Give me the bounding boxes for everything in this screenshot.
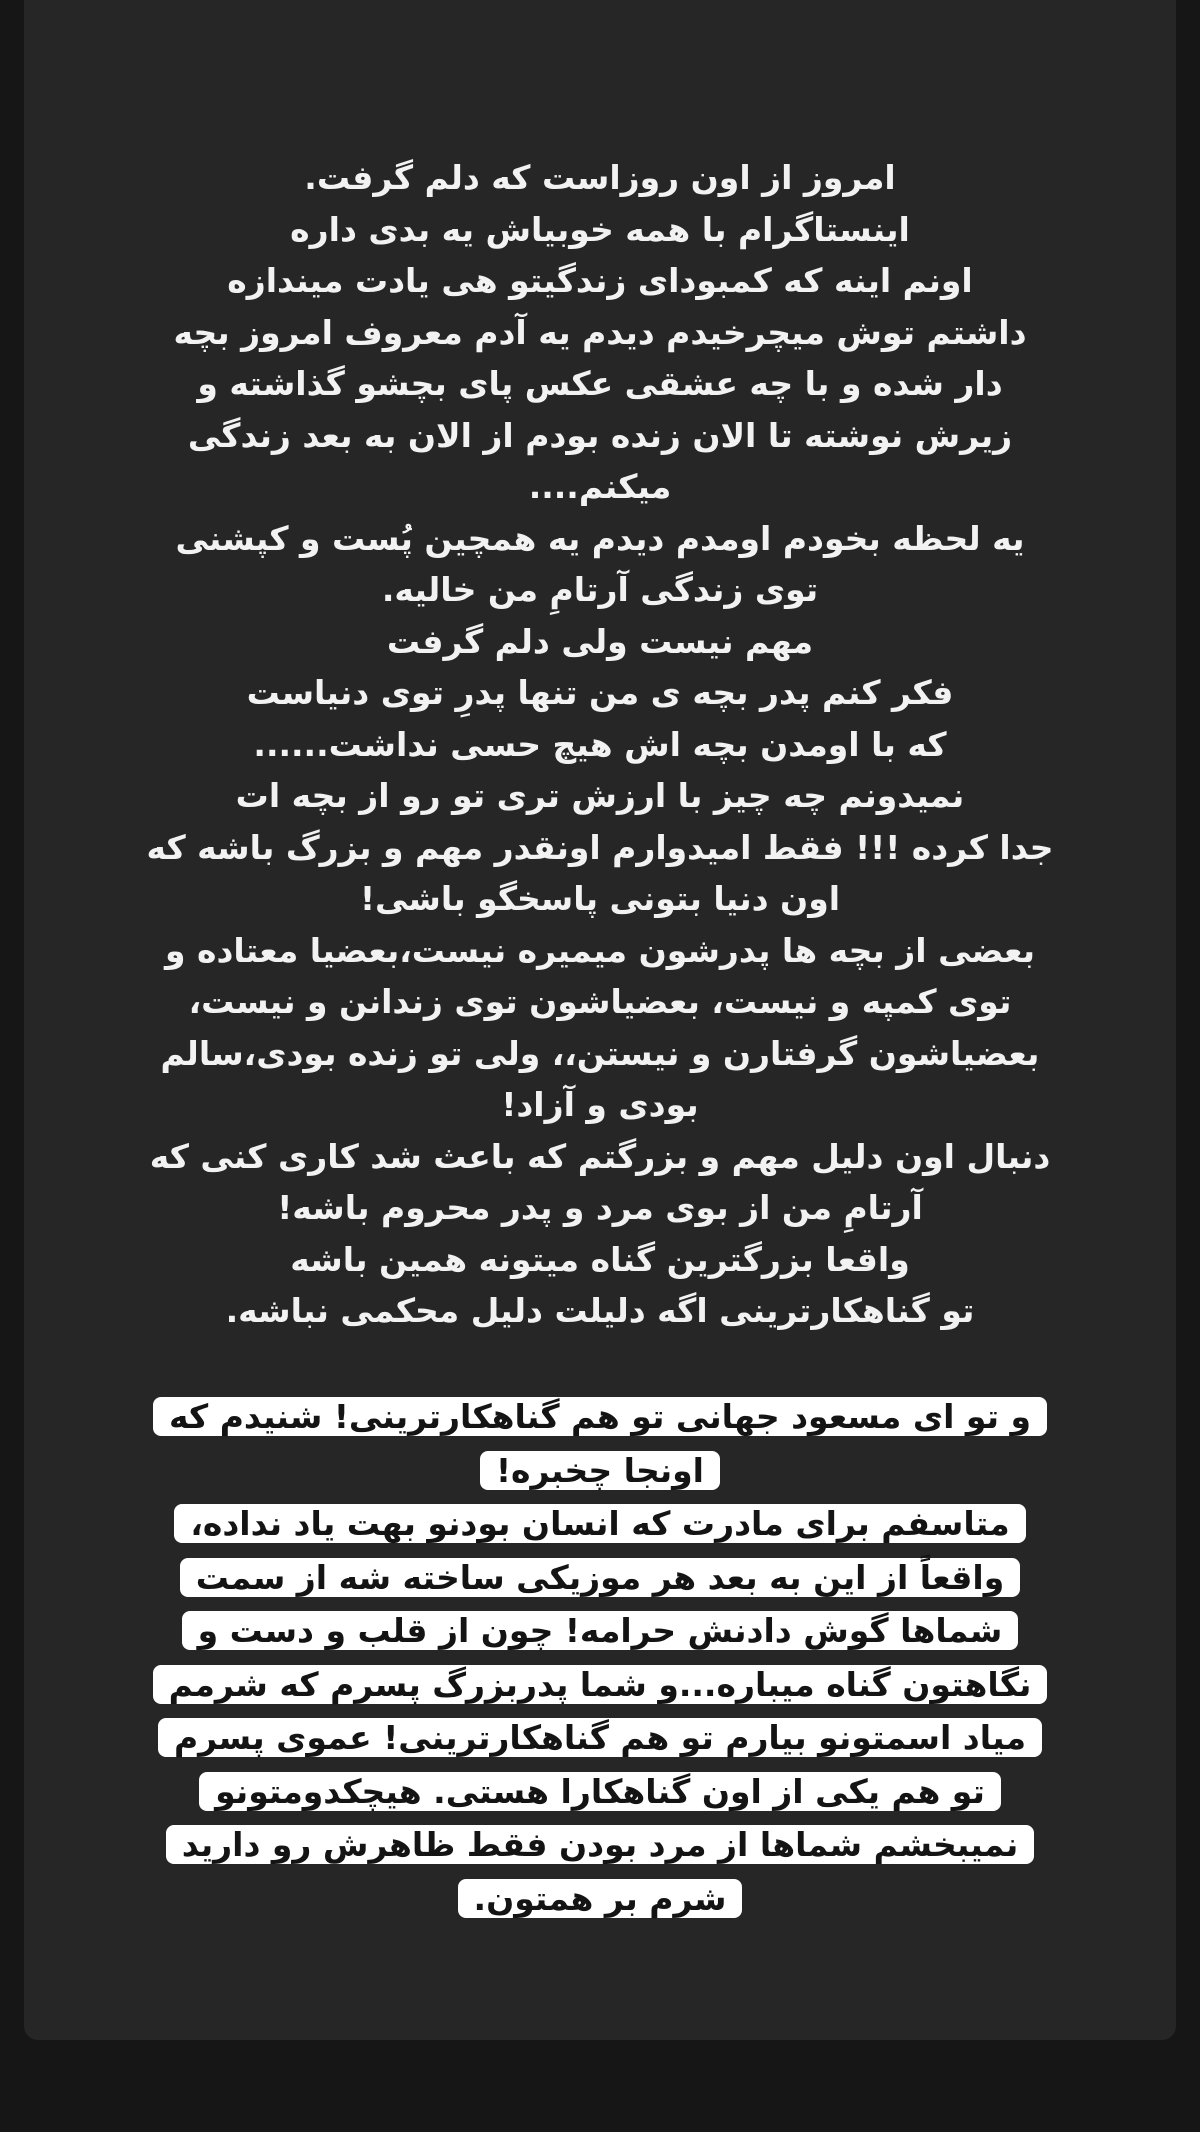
text-line: بعضیاشون گرفتارن و نیستن،، ولی تو زنده بودی،سالم: [160, 1033, 1040, 1073]
text-line: دنبال اون دلیل مهم و بزرگتم که باعث شد کاری کنی که: [149, 1136, 1051, 1176]
highlighted-line: [100, 1711, 1100, 1765]
highlighted-line-text: واقعاً از این به بعد هر موزیکی ساخته شه از سمت: [180, 1558, 1020, 1597]
text-line: داشتم توش میچرخیدم دیدم یه آدم معروف امروز بچه: [173, 312, 1027, 352]
text-line: تو گناهکارترینی اگه دلیلت دلیل محکمی نباشه.: [225, 1291, 975, 1330]
highlighted-line: [100, 1497, 1100, 1551]
text-line: اونم اینه که کمبودای زندگیتو هی یادت میندازه: [227, 261, 973, 300]
highlighted-line-text: شماها گوش دادنش حرامه! چون از قلب و دست و: [182, 1611, 1019, 1650]
highlighted-line: [100, 1818, 1100, 1872]
text-line: اون دنیا بتونی پاسخگو باشی!: [359, 879, 841, 918]
highlighted-line-text: نمیبخشم شماها از مرد بودن فقط ظاهرش رو دارید: [166, 1825, 1035, 1864]
highlighted-line: [100, 1444, 1100, 1498]
highlighted-line-text: و تو ای مسعود جهانی تو هم گناهکارترینی! شنیدم که: [153, 1397, 1047, 1436]
highlighted-line-text: شرم بر همتون.: [458, 1879, 743, 1918]
highlighted-line: [100, 1872, 1100, 1926]
highlighted-line: [100, 1658, 1100, 1712]
story-text-block: [100, 152, 1100, 1337]
text-line: اینستاگرام با همه خوبیاش یه بدی داره: [290, 209, 910, 249]
highlighted-text-block: [100, 1390, 1100, 1925]
text-line: توی کمپه و نیست، بعضیاشون توی زندانن و نیست،: [188, 982, 1012, 1021]
highlighted-line-text: تو هم یکی از اون گناهکارا هستی. هیچکدومتونو: [199, 1772, 1001, 1811]
text-line: یه لحظه بخودم اومدم دیدم یه همچین پُست و کپشنی: [175, 518, 1025, 558]
highlighted-line: [100, 1551, 1100, 1605]
highlighted-line: [100, 1765, 1100, 1819]
text-line: بعضی از بچه ها پدرشون میمیره نیست،بعضیا معتاده و: [164, 930, 1036, 970]
text-line: دار شده و با چه عشقی عکس پای بچشو گذاشته و: [197, 364, 1003, 403]
highlighted-line-text: نگاهتون گناه میباره...و شما پدربزرگ پسرم که شرمم: [153, 1665, 1048, 1704]
text-line: زیرش نوشته تا الان زنده بودم از الان به بعد زندگی: [187, 415, 1013, 455]
text-line: بودی و آزاد!: [501, 1085, 699, 1124]
text-line: میکنم....: [528, 467, 672, 506]
highlighted-line-text: اونجا چخبره!: [480, 1451, 720, 1490]
text-line: که با اومدن بچه اش هیچ حسی نداشت......: [253, 724, 947, 764]
text-line: مهم نیست ولی دلم گرفت: [386, 621, 814, 661]
text-line: واقعا بزرگترین گناه میتونه همین باشه: [290, 1239, 910, 1279]
text-line: نمیدونم چه چیز با ارزش تری تو رو از بچه ات: [235, 776, 965, 815]
highlighted-line-text: متاسفم برای مادرت که انسان بودنو بهت یاد نداده،: [174, 1504, 1025, 1543]
highlighted-line: [100, 1390, 1100, 1444]
highlighted-line-text: میاد اسمتونو بیارم تو هم گناهکارترینی! عموی پسرم: [158, 1718, 1042, 1757]
text-line: امروز از اون روزاست که دلم گرفت.: [304, 158, 896, 197]
text-line: فکر کنم پدر بچه ی من تنها پدرِ توی دنیاست: [246, 673, 954, 712]
text-line: جدا کرده !!! فقط امیدوارم اونقدر مهم و بزرگ باشه که: [146, 827, 1054, 867]
highlighted-line: [100, 1604, 1100, 1658]
text-line: آرتامِ من از بوی مرد و پدر محروم باشه!: [277, 1188, 923, 1227]
text-line: توی زندگی آرتامِ من خالیه.: [381, 570, 819, 609]
